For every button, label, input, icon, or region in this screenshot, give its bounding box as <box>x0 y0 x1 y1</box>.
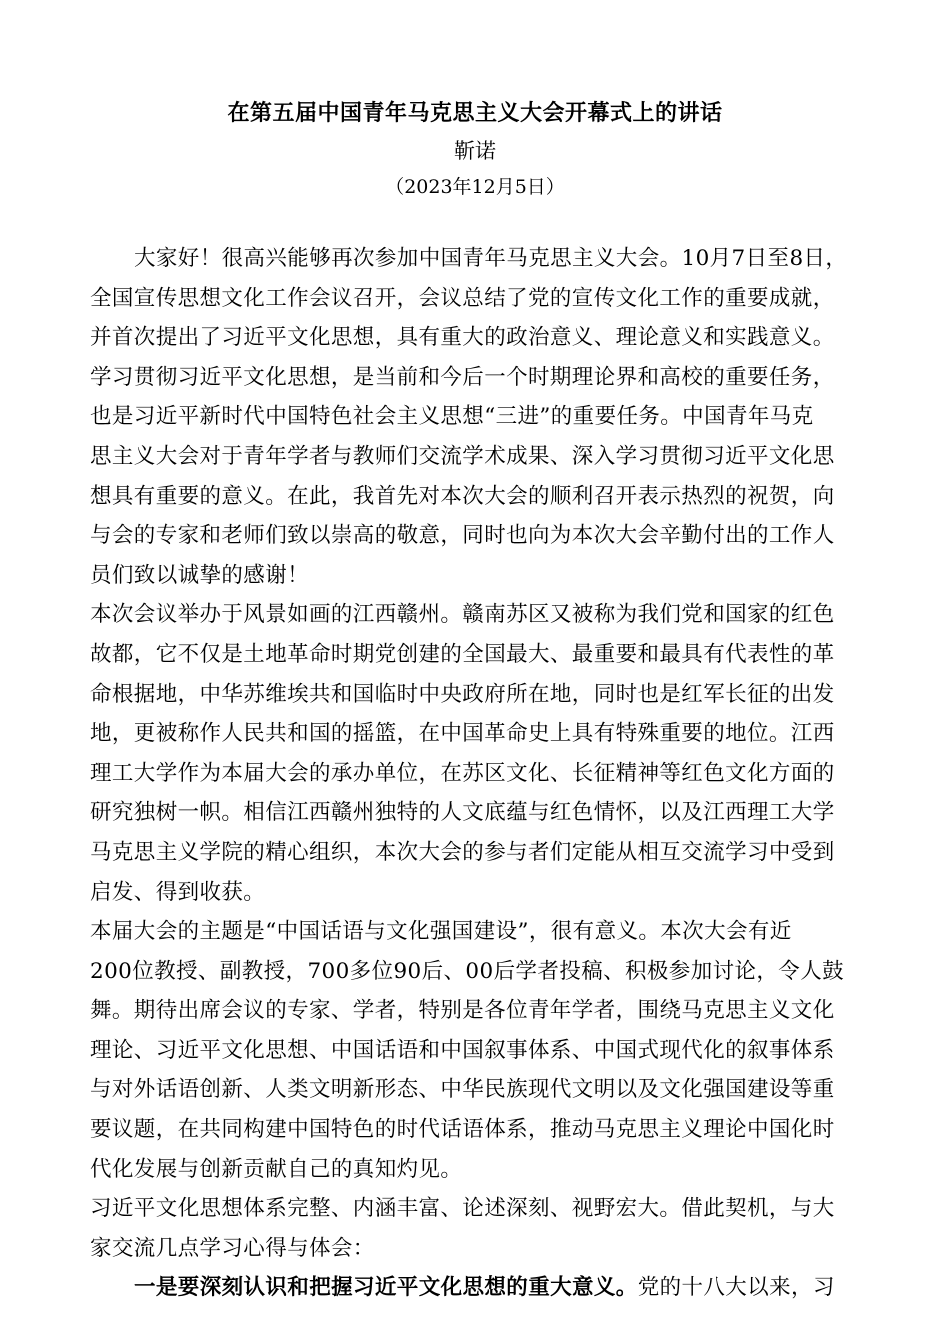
author-name: 靳诺 <box>454 139 496 163</box>
paragraph-1-line: 大家好！很高兴能够再次参加中国青年马克思主义大会。10月7日至8日， <box>134 246 848 271</box>
paragraph-5-line <box>90 1268 860 1308</box>
paragraph-2-line: 命根据地，中华苏维埃共和国临时中央政府所在地，同时也是红军长征的出发 <box>90 681 835 707</box>
paragraph-1-line: 想具有重要的意义。在此，我首先对本次大会的顺利召开表示热烈的祝贺，向 <box>90 483 835 509</box>
paragraph-4-line: 习近平文化思想体系完整、内涵丰富、论述深刻、视野宏大。借此契机，与大 <box>90 1196 835 1222</box>
point-one-heading: 一是要深刻认识和把握习近平文化思想的重大意义。 <box>134 1275 638 1301</box>
paragraph-3-line: 要议题，在共同构建中国特色的时代话语体系，推动马克思主义理论中国化时 <box>90 1117 835 1143</box>
paragraph-3-line: 200位教授、副教授，700多位90后、00后学者投稿、积极参加讨论，令人鼓 <box>90 958 844 984</box>
paragraph-1-line: 学习贯彻习近平文化思想，是当前和今后一个时期理论界和高校的重要任务， <box>90 364 835 390</box>
paragraph-3-line: 与对外话语创新、人类文明新形态、中华民族现代文明以及文化强国建设等重 <box>90 1077 835 1103</box>
paragraph-2-line: 马克思主义学院的精心组织，本次大会的参与者们定能从相互交流学习中受到 <box>90 839 835 865</box>
paragraph-3-line: 本届大会的主题是“中国话语与文化强国建设”，很有意义。本次大会有近 <box>90 919 792 945</box>
page-title: 在第五届中国青年马克思主义大会开幕式上的讲话 <box>227 100 723 126</box>
paragraph-2-line: 故都，它不仅是土地革命时期党创建的全国最大、最重要和最具有代表性的革 <box>90 641 835 667</box>
paragraph-1-line: 思主义大会对于青年学者与教师们交流学术成果、深入学习贯彻习近平文化思 <box>90 443 835 469</box>
paragraph-1-line: 并首次提出了习近平文化思想，具有重大的政治意义、理论意义和实践意义。 <box>90 325 835 351</box>
paragraph-1-line: 全国宣传思想文化工作会议召开，会议总结了党的宣传文化工作的重要成就， <box>90 285 835 311</box>
paragraph-2-line: 启发、得到收获。 <box>90 879 266 905</box>
paragraph-3-line: 代化发展与创新贡献自己的真知灼见。 <box>90 1156 463 1182</box>
paragraph-2-line: 研究独树一帜。相信江西赣州独特的人文底蕴与红色情怀，以及江西理工大学 <box>90 800 835 826</box>
paragraph-3-line: 理论、习近平文化思想、中国话语和中国叙事体系、中国式现代化的叙事体系 <box>90 1037 835 1063</box>
paragraph-2-line: 理工大学作为本届大会的承办单位，在苏区文化、长征精神等红色文化方面的 <box>90 760 835 786</box>
paragraph-5-text: 党的十八大以来，习 <box>637 1275 835 1301</box>
paragraph-1-line: 与会的专家和老师们致以崇高的敬意，同时也向为本次大会辛勤付出的工作人 <box>90 523 835 549</box>
paragraph-1-line: 员们致以诚挚的感谢！ <box>90 562 310 588</box>
paragraph-4-line: 家交流几点学习心得与体会： <box>90 1235 375 1261</box>
paragraph-2-line: 本次会议举办于风景如画的江西赣州。赣南苏区又被称为我们党和国家的红色 <box>90 602 835 628</box>
paragraph-2-line: 地，更被称作人民共和国的摇篮，在中国革命史上具有特殊重要的地位。江西 <box>90 721 835 747</box>
paragraph-1-line: 也是习近平新时代中国特色社会主义思想“三进”的重要任务。中国青年马克 <box>90 404 814 430</box>
paragraph-3-line: 舞。期待出席会议的专家、学者，特别是各位青年学者，围绕马克思主义文化 <box>90 998 835 1024</box>
speech-date: （2023年12月5日） <box>385 176 565 198</box>
speech-body <box>90 239 860 1308</box>
